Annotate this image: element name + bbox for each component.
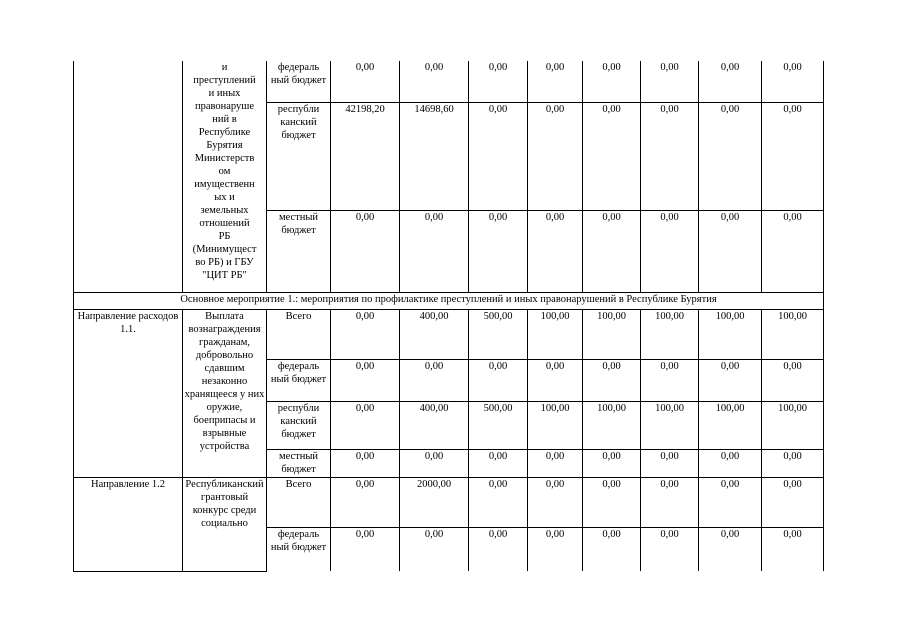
value-cell: 0,00: [699, 359, 762, 401]
value-cell: 0,00: [400, 210, 469, 292]
value-cell: 2000,00: [400, 477, 469, 527]
value-cell: 0,00: [762, 527, 824, 571]
value-cell: 0,00: [583, 359, 641, 401]
value-cell: 0,00: [331, 449, 400, 477]
value-cell: 0,00: [641, 61, 699, 102]
source-cell: федераль ный бюджет: [267, 61, 331, 102]
value-cell: 100,00: [699, 401, 762, 449]
value-cell: 0,00: [528, 449, 583, 477]
activity-description: Республиканский грантовый конкурс среди социально: [183, 477, 267, 571]
value-cell: 0,00: [469, 61, 528, 102]
description-line: РБ: [218, 231, 231, 242]
value-cell: 0,00: [331, 61, 400, 102]
value-cell: 0,00: [583, 477, 641, 527]
description-lines: [184, 61, 265, 282]
value-cell: 400,00: [400, 309, 469, 359]
value-cell: 0,00: [331, 477, 400, 527]
description-line: Министерств: [194, 153, 255, 164]
value-cell: 500,00: [469, 309, 528, 359]
table-row: [74, 292, 824, 309]
activity-description: [183, 61, 267, 292]
description-line: и: [221, 62, 228, 73]
value-cell: 0,00: [699, 477, 762, 527]
description-line: Республике: [198, 127, 251, 138]
value-cell: 0,00: [699, 102, 762, 210]
source-cell: республи канский бюджет: [267, 401, 331, 449]
value-cell: 0,00: [641, 359, 699, 401]
value-cell: 0,00: [331, 359, 400, 401]
description-line: отношений: [199, 218, 250, 229]
value-cell: 0,00: [331, 527, 400, 571]
value-cell: 42198,20: [331, 102, 400, 210]
description-line: правонаруше: [194, 101, 255, 112]
source-cell: местный бюджет: [267, 449, 331, 477]
value-cell: 0,00: [641, 527, 699, 571]
value-cell: 0,00: [699, 527, 762, 571]
description-line: преступлений: [193, 75, 256, 86]
value-cell: 0,00: [469, 102, 528, 210]
source-cell: местный бюджет: [267, 210, 331, 292]
budget-table: [73, 61, 824, 572]
value-cell: 0,00: [528, 102, 583, 210]
value-cell: 0,00: [699, 61, 762, 102]
description-line: ом: [218, 166, 231, 177]
table-body: [74, 61, 824, 571]
value-cell: 0,00: [528, 477, 583, 527]
value-cell: 0,00: [400, 61, 469, 102]
value-cell: 100,00: [699, 309, 762, 359]
value-cell: 0,00: [469, 210, 528, 292]
value-cell: 100,00: [762, 309, 824, 359]
value-cell: 0,00: [641, 102, 699, 210]
value-cell: 0,00: [331, 309, 400, 359]
value-cell: 0,00: [528, 359, 583, 401]
value-cell: 0,00: [583, 527, 641, 571]
direction-label: Направление 1.2: [74, 477, 183, 571]
value-cell: 0,00: [331, 401, 400, 449]
value-cell: 0,00: [469, 477, 528, 527]
value-cell: 0,00: [400, 527, 469, 571]
value-cell: 100,00: [528, 401, 583, 449]
value-cell: 0,00: [400, 359, 469, 401]
value-cell: 100,00: [641, 309, 699, 359]
table-row: [74, 309, 824, 359]
value-cell: 0,00: [762, 477, 824, 527]
value-cell: 0,00: [528, 61, 583, 102]
description-line: земельных: [200, 205, 249, 216]
value-cell: 100,00: [583, 309, 641, 359]
value-cell: 500,00: [469, 401, 528, 449]
description-line: Бурятия: [206, 140, 243, 151]
source-cell: республи канский бюджет: [267, 102, 331, 210]
value-cell: 0,00: [528, 210, 583, 292]
source-cell: федераль ный бюджет: [267, 359, 331, 401]
value-cell: 0,00: [528, 527, 583, 571]
value-cell: 0,00: [583, 449, 641, 477]
value-cell: 0,00: [762, 449, 824, 477]
direction-label: Направление расходов 1.1.: [74, 309, 183, 477]
value-cell: 0,00: [583, 210, 641, 292]
source-cell: Всего: [267, 477, 331, 527]
source-cell: Всего: [267, 309, 331, 359]
description-line: имущественн: [194, 179, 255, 190]
value-cell: 0,00: [762, 359, 824, 401]
description-line: (Минимущест: [192, 244, 257, 255]
value-cell: 0,00: [331, 210, 400, 292]
description-line: ний в: [212, 114, 237, 125]
value-cell: 0,00: [641, 210, 699, 292]
activity-description: Выплата вознаграждения гражданам, добровольно сдавшим незаконно хранящееся у них оружие, боеприпасы и взрывные устройства: [183, 309, 267, 477]
table-row: [74, 61, 824, 102]
main-activity-banner: Основное мероприятие 1.: мероприятия по профилактике преступлений и иных правонарушений в Республике Бурятия: [74, 292, 824, 309]
table-row: [74, 477, 824, 527]
value-cell: 14698,60: [400, 102, 469, 210]
value-cell: 100,00: [641, 401, 699, 449]
source-cell: федераль ный бюджет: [267, 527, 331, 571]
value-cell: 0,00: [699, 449, 762, 477]
description-line: ых и: [214, 192, 235, 203]
value-cell: 0,00: [469, 449, 528, 477]
value-cell: 0,00: [400, 449, 469, 477]
description-line: и иных: [208, 88, 241, 99]
value-cell: 0,00: [583, 102, 641, 210]
value-cell: 100,00: [762, 401, 824, 449]
description-line: "ЦИТ РБ": [202, 270, 247, 281]
value-cell: 0,00: [583, 61, 641, 102]
value-cell: 100,00: [583, 401, 641, 449]
value-cell: 0,00: [699, 210, 762, 292]
description-line: во РБ) и ГБУ: [195, 257, 254, 268]
value-cell: 0,00: [641, 477, 699, 527]
value-cell: 0,00: [469, 527, 528, 571]
value-cell: 0,00: [762, 61, 824, 102]
value-cell: 0,00: [762, 102, 824, 210]
value-cell: 0,00: [641, 449, 699, 477]
value-cell: 0,00: [469, 359, 528, 401]
value-cell: 400,00: [400, 401, 469, 449]
value-cell: 0,00: [762, 210, 824, 292]
direction-cell-empty: [74, 61, 183, 292]
value-cell: 100,00: [528, 309, 583, 359]
